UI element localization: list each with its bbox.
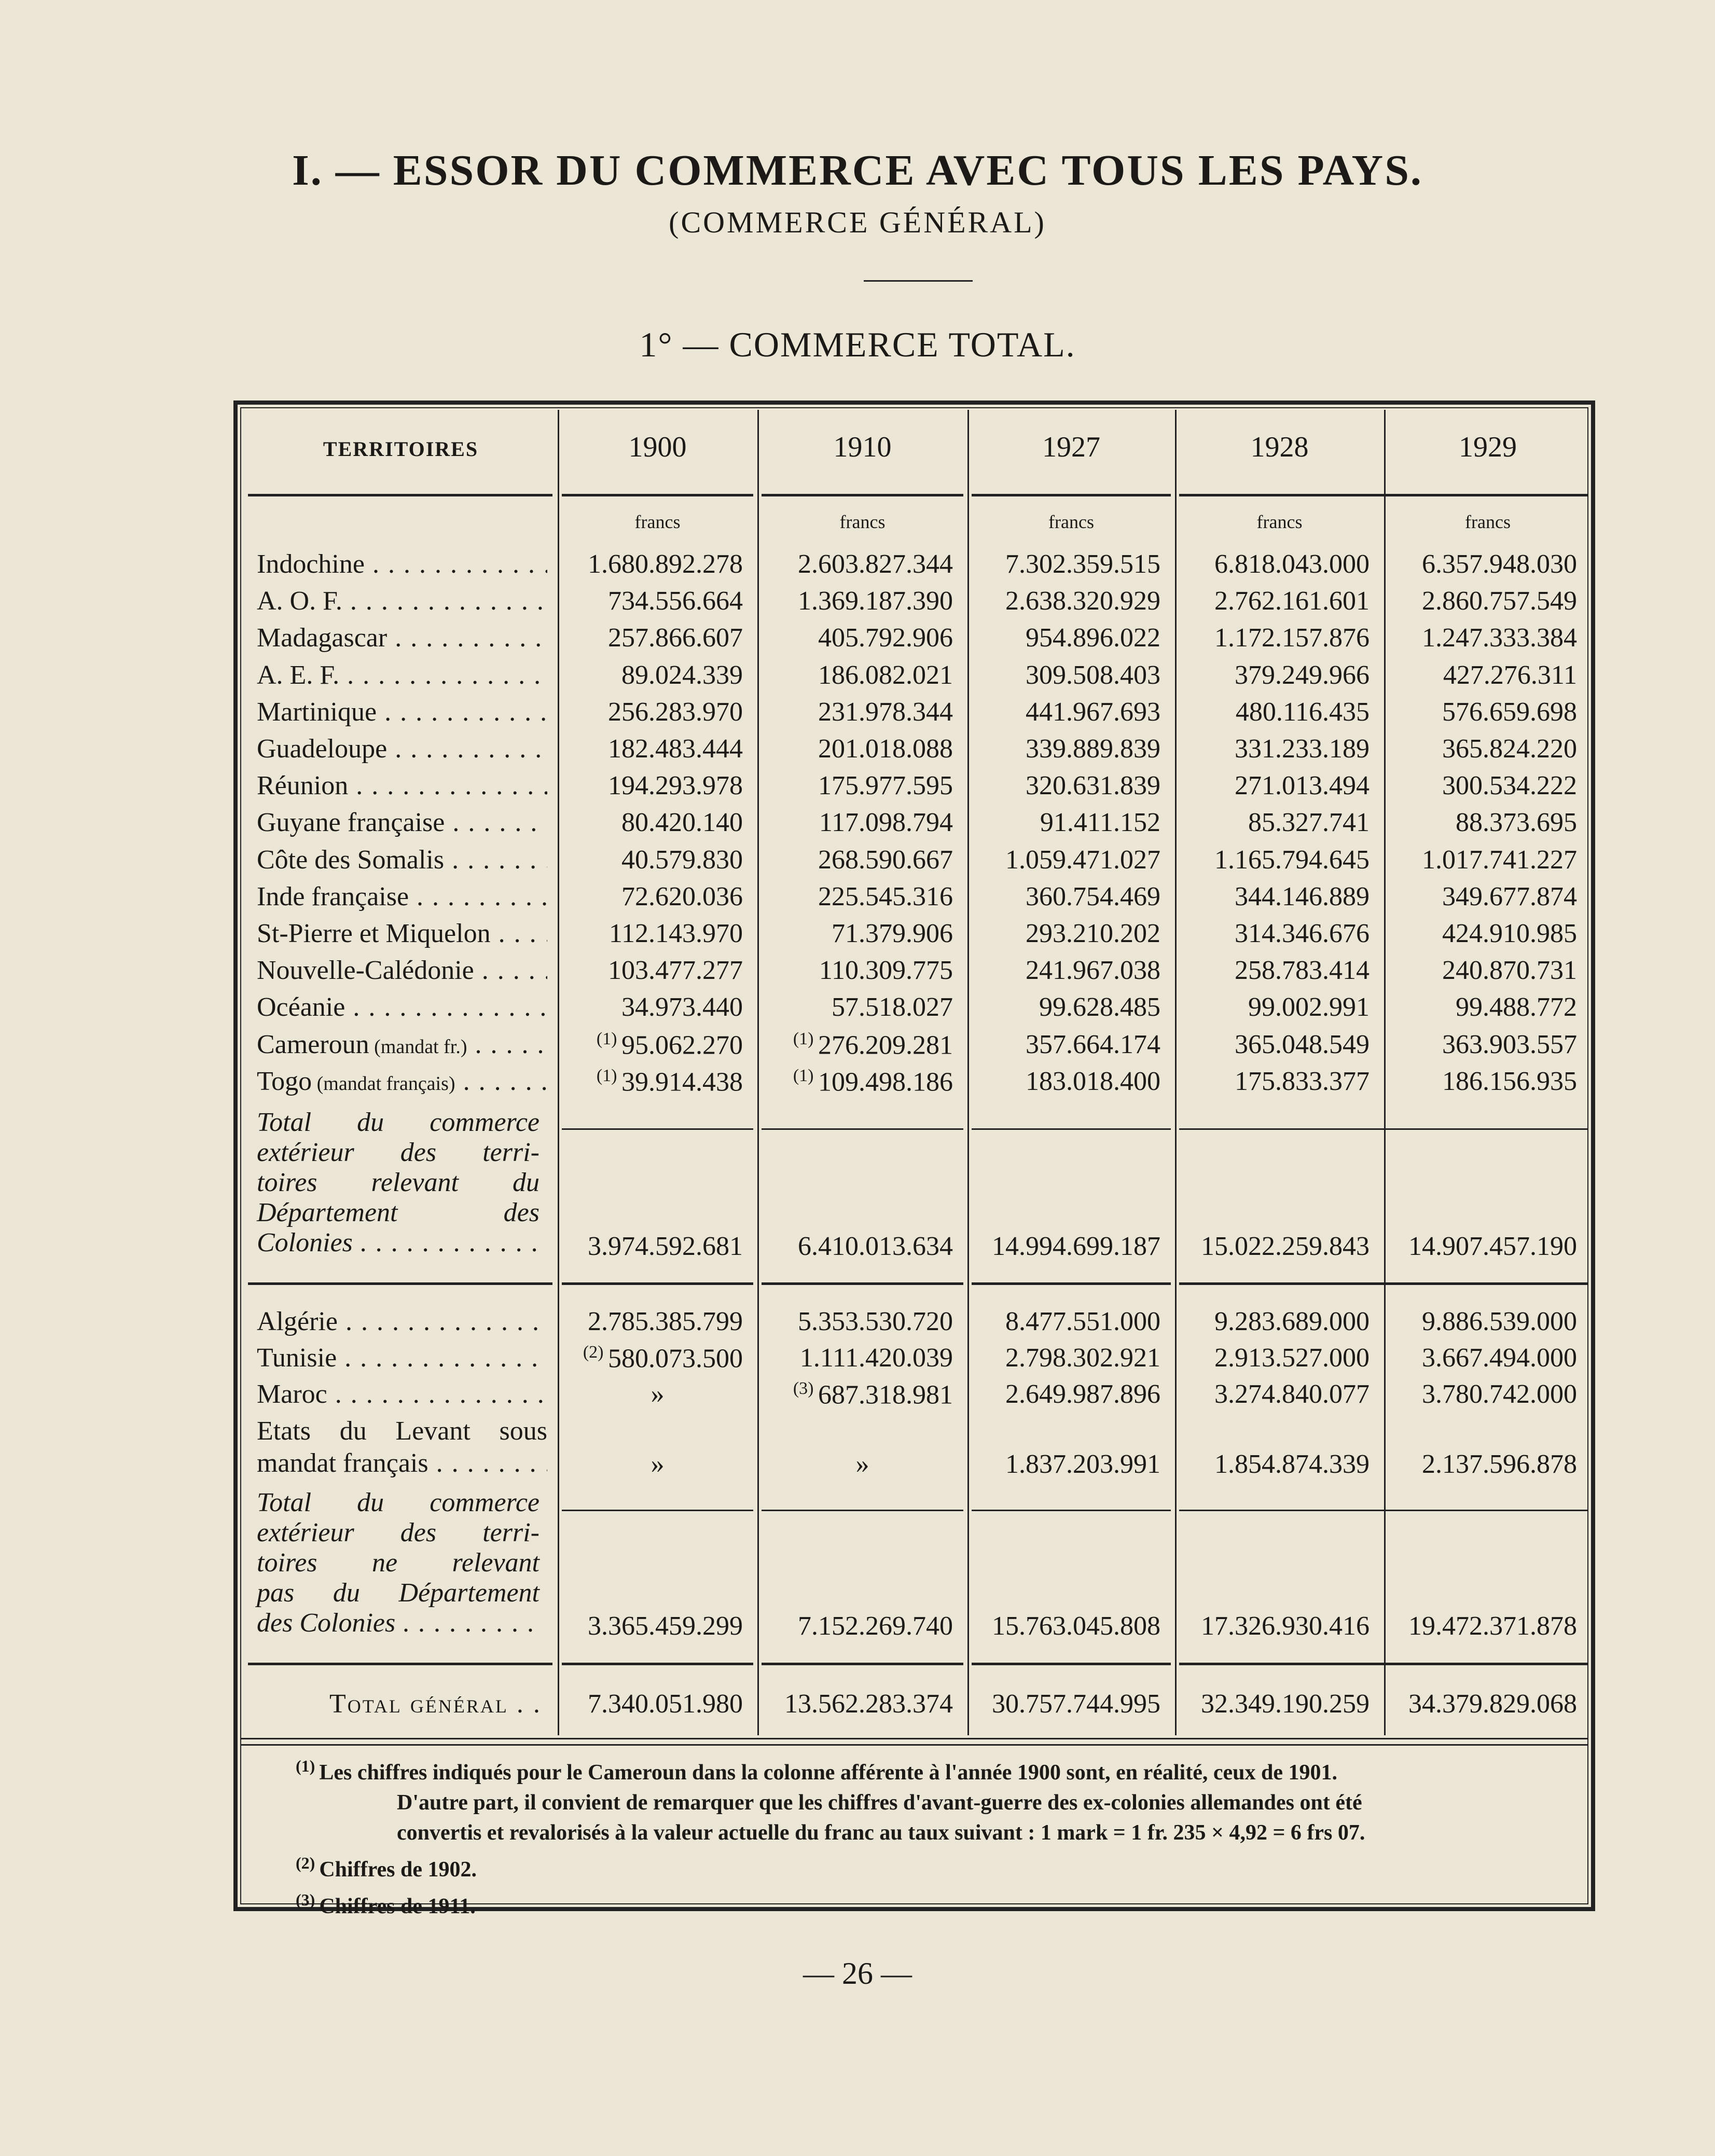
total-general-label: Total général . . bbox=[329, 1689, 542, 1719]
title-divider bbox=[864, 280, 973, 282]
table-cell: 112.143.970 bbox=[608, 919, 743, 948]
row-label: Cameroun (mandat fr.) . . . bbox=[257, 1029, 547, 1060]
table-cell: 175.833.377 bbox=[1235, 1067, 1370, 1096]
section-heading: 1° — COMMERCE TOTAL. bbox=[639, 325, 1076, 364]
table-cell: 2.785.385.799 bbox=[588, 1307, 743, 1336]
row-label: Maroc . . . bbox=[257, 1379, 547, 1409]
table-cell: 379.249.966 bbox=[1235, 660, 1370, 690]
table-cell: 14.994.699.187 bbox=[992, 1232, 1160, 1261]
footnote-line: $^{(3)}$ Chiffres de 1911. bbox=[296, 1890, 476, 1918]
unit-label: francs bbox=[839, 512, 886, 532]
table-cell: 71.379.906 bbox=[832, 919, 953, 948]
subtotal-rule bbox=[762, 1128, 963, 1130]
table-cell: 357.664.174 bbox=[1026, 1030, 1160, 1059]
table-cell: 2.913.527.000 bbox=[1214, 1343, 1370, 1373]
table-cell: 331.233.189 bbox=[1235, 734, 1370, 764]
subtotal-rule bbox=[562, 1128, 753, 1130]
table-cell: $^{(1)}$ 276.209.281 bbox=[793, 1029, 953, 1060]
table-cell: 99.002.991 bbox=[1248, 992, 1370, 1022]
table-cell: 480.116.435 bbox=[1235, 697, 1370, 727]
table-cell: 186.156.935 bbox=[1442, 1067, 1577, 1096]
table-cell: » bbox=[651, 1379, 665, 1409]
table-cell: 300.534.222 bbox=[1442, 771, 1577, 800]
row-label: Etats du Levant sous mandat français . . . bbox=[257, 1415, 547, 1480]
table-cell: 293.210.202 bbox=[1026, 919, 1160, 948]
footnotes bbox=[296, 1751, 1551, 1922]
table-cell: 9.886.539.000 bbox=[1422, 1307, 1577, 1336]
table-cell: 1.680.892.278 bbox=[588, 549, 743, 579]
header-rule bbox=[1179, 494, 1587, 496]
footnote-marker: (1) bbox=[596, 1066, 621, 1085]
section-rule bbox=[972, 1663, 1171, 1665]
table-cell: 2.798.302.921 bbox=[1005, 1343, 1160, 1373]
row-label: Réunion . . . bbox=[257, 770, 547, 801]
table-cell: 13.562.283.374 bbox=[784, 1689, 953, 1719]
table-cell: 201.018.088 bbox=[818, 734, 953, 764]
footnote-marker: (1) bbox=[596, 1029, 621, 1048]
page-number: — 26 — bbox=[803, 1956, 912, 1991]
table-cell: 365.048.549 bbox=[1235, 1030, 1370, 1059]
table-cell: 5.353.530.720 bbox=[798, 1307, 953, 1336]
table-cell: 9.283.689.000 bbox=[1214, 1307, 1370, 1336]
total-colonies-label: Total du commerce extérieur des terri- toires relevant du Département des Colonies . . . bbox=[257, 1108, 540, 1258]
table-cell: 339.889.839 bbox=[1026, 734, 1160, 764]
table-cell: $^{(2)}$ 580.073.500 bbox=[583, 1343, 743, 1374]
table-cell: 72.620.036 bbox=[621, 882, 743, 911]
table-cell: 103.477.277 bbox=[608, 956, 743, 985]
page-title: I. — ESSOR DU COMMERCE AVEC TOUS LES PAYS. bbox=[292, 146, 1423, 195]
footnote-line: $^{(2)}$ Chiffres de 1902. bbox=[296, 1854, 477, 1882]
header-year-1928: 1928 bbox=[1250, 431, 1309, 463]
table-cell: 99.628.485 bbox=[1039, 992, 1160, 1022]
footnote-marker: (2) bbox=[583, 1343, 608, 1362]
row-label: Indochine . . . bbox=[257, 549, 547, 579]
row-label: Algérie . . . bbox=[257, 1306, 547, 1337]
table-cell: $^{(1)}$ 95.062.270 bbox=[596, 1029, 743, 1060]
section-rule bbox=[1179, 1282, 1587, 1285]
unit-label: francs bbox=[1465, 512, 1511, 532]
table-cell: 117.098.794 bbox=[819, 808, 953, 837]
table-cell: 15.763.045.808 bbox=[992, 1611, 1160, 1641]
header-rule bbox=[972, 494, 1171, 496]
section-rule bbox=[972, 1282, 1171, 1285]
table-cell: 405.792.906 bbox=[818, 623, 953, 653]
table-cell: 3.974.592.681 bbox=[588, 1232, 743, 1261]
table-cell: 91.411.152 bbox=[1040, 808, 1160, 837]
unit-label: francs bbox=[1256, 512, 1303, 532]
section-rule bbox=[248, 1282, 552, 1285]
table-cell: 363.903.557 bbox=[1442, 1030, 1577, 1059]
row-label: A. E. F. . . . bbox=[257, 660, 547, 690]
table-cell: 427.276.311 bbox=[1443, 660, 1577, 690]
subtotal-rule bbox=[1179, 1510, 1587, 1511]
footnote-marker: (3) bbox=[793, 1379, 818, 1398]
table-cell: 349.677.874 bbox=[1442, 882, 1577, 911]
header-rule bbox=[762, 494, 963, 496]
table-cell: 1.165.794.645 bbox=[1214, 845, 1370, 875]
table-cell: 7.340.051.980 bbox=[588, 1689, 743, 1719]
table-cell: 271.013.494 bbox=[1235, 771, 1370, 800]
table-cell: 257.866.607 bbox=[608, 623, 743, 653]
header-year-1900: 1900 bbox=[628, 431, 687, 463]
section-rule bbox=[762, 1282, 963, 1285]
section-rule bbox=[762, 1663, 963, 1665]
table-cell: 268.590.667 bbox=[818, 845, 953, 875]
table-cell: 240.870.731 bbox=[1442, 956, 1577, 985]
table-cell: 89.024.339 bbox=[621, 660, 743, 690]
unit-label: francs bbox=[634, 512, 681, 532]
footnote-line: convertis et revalorisés à la valeur actuelle du franc au taux suivant : 1 mark = 1 fr. 235 × 4,92 = 6 frs 07. bbox=[397, 1821, 1365, 1845]
table-cell: 576.659.698 bbox=[1442, 697, 1577, 727]
table-cell: 344.146.889 bbox=[1235, 882, 1370, 911]
table-cell: 309.508.403 bbox=[1026, 660, 1160, 690]
table-cell: 2.603.827.344 bbox=[798, 549, 953, 579]
row-label: Martinique . . . bbox=[257, 697, 547, 727]
row-label: A. O. F. . . . bbox=[257, 586, 547, 616]
unit-label: francs bbox=[1048, 512, 1094, 532]
table-cell: $^{(1)}$ 39.914.438 bbox=[596, 1066, 743, 1097]
row-label: Côte des Somalis . . . bbox=[257, 845, 547, 875]
table-cell: 6.818.043.000 bbox=[1214, 549, 1370, 579]
table-cell: 14.907.457.190 bbox=[1408, 1232, 1577, 1261]
table-cell: 2.638.320.929 bbox=[1005, 586, 1160, 616]
subtotal-rule bbox=[562, 1510, 753, 1511]
table-cell: $^{(3)}$ 687.318.981 bbox=[793, 1379, 953, 1410]
table-cell: 182.483.444 bbox=[608, 734, 743, 764]
table-cell: 19.472.371.878 bbox=[1408, 1611, 1577, 1641]
header-year-1910: 1910 bbox=[833, 431, 892, 463]
table-cell: 256.283.970 bbox=[608, 697, 743, 727]
table-cell: 1.017.741.227 bbox=[1422, 845, 1577, 875]
table-cell: 34.973.440 bbox=[621, 992, 743, 1022]
header-rule bbox=[562, 494, 753, 496]
table-cell: 2.860.757.549 bbox=[1422, 586, 1577, 616]
row-label: St-Pierre et Miquelon . . . bbox=[257, 918, 547, 949]
row-label: Nouvelle-Calédonie . . . bbox=[257, 955, 547, 986]
table-cell: 320.631.839 bbox=[1026, 771, 1160, 800]
footnote-marker: (1) bbox=[793, 1066, 818, 1085]
header-year-1929: 1929 bbox=[1459, 431, 1517, 463]
table-cell: $^{(1)}$ 109.498.186 bbox=[793, 1066, 953, 1097]
section-rule bbox=[1179, 1663, 1587, 1665]
row-label: Océanie . . . bbox=[257, 992, 547, 1022]
total-other-label: Total du commerce extérieur des terri- toires ne relevant pas du Département des Colonies . . . bbox=[257, 1488, 540, 1638]
table-cell: 241.967.038 bbox=[1026, 956, 1160, 985]
page-subtitle: (COMMERCE GÉNÉRAL) bbox=[669, 205, 1046, 239]
table-cell: 85.327.741 bbox=[1248, 808, 1370, 837]
row-label: Tunisie . . . bbox=[257, 1343, 547, 1373]
header-year-1927: 1927 bbox=[1042, 431, 1100, 463]
table-cell: 1.247.333.384 bbox=[1422, 623, 1577, 653]
header-rule bbox=[248, 494, 552, 496]
table-cell: 1.854.874.339 bbox=[1214, 1449, 1370, 1479]
subtotal-rule bbox=[1179, 1128, 1587, 1130]
table-cell: 6.357.948.030 bbox=[1422, 549, 1577, 579]
table-cell: 32.349.190.259 bbox=[1201, 1689, 1370, 1719]
table-cell: 314.346.676 bbox=[1235, 919, 1370, 948]
table-cell: 7.302.359.515 bbox=[1005, 549, 1160, 579]
table-cell: 424.910.985 bbox=[1442, 919, 1577, 948]
table-cell: 30.757.744.995 bbox=[992, 1689, 1160, 1719]
header-territoires: TERRITOIRES bbox=[323, 437, 479, 461]
table-cell: 365.824.220 bbox=[1442, 734, 1577, 764]
table-cell: 1.837.203.991 bbox=[1005, 1449, 1160, 1479]
footnote-line: $^{(1)}$ Les chiffres indiqués pour le Cameroun dans la colonne afférente à l'année 1900 sont, en réalité, ceux de 1901. bbox=[296, 1757, 1337, 1785]
table-cell: 2.649.987.896 bbox=[1005, 1379, 1160, 1409]
footnote-line: D'autre part, il convient de remarquer que les chiffres d'avant-guerre des ex-colonies allemandes ont été bbox=[397, 1791, 1362, 1815]
row-label: Madagascar . . . bbox=[257, 623, 547, 653]
footnote-marker: (1) bbox=[793, 1029, 818, 1048]
row-label: Togo (mandat français) . . . bbox=[257, 1066, 547, 1097]
table-cell: 15.022.259.843 bbox=[1201, 1232, 1370, 1261]
table-cell: 258.783.414 bbox=[1235, 956, 1370, 985]
table-cell: 225.545.316 bbox=[818, 882, 953, 911]
table-cell: 186.082.021 bbox=[818, 660, 953, 690]
table-cell: 1.369.187.390 bbox=[798, 586, 953, 616]
table-cell: 2.762.161.601 bbox=[1214, 586, 1370, 616]
table-cell: » bbox=[855, 1449, 869, 1479]
table-cell: 954.896.022 bbox=[1026, 623, 1160, 653]
table-cell: 110.309.775 bbox=[819, 956, 953, 985]
table-cell: 17.326.930.416 bbox=[1201, 1611, 1370, 1641]
row-label: Guyane française . . . bbox=[257, 807, 547, 838]
table-cell: 183.018.400 bbox=[1026, 1067, 1160, 1096]
footnote-rule bbox=[241, 1744, 1587, 1746]
section-rule bbox=[248, 1663, 552, 1665]
section-rule bbox=[562, 1663, 753, 1665]
table-cell: 34.379.829.068 bbox=[1408, 1689, 1577, 1719]
table-cell: 3.667.494.000 bbox=[1422, 1343, 1577, 1373]
table-cell: 3.274.840.077 bbox=[1214, 1379, 1370, 1409]
table-cell: 99.488.772 bbox=[1456, 992, 1577, 1022]
table-cell: 1.172.157.876 bbox=[1214, 623, 1370, 653]
table-cell: 231.978.344 bbox=[818, 697, 953, 727]
table-cell: » bbox=[651, 1449, 665, 1479]
subtotal-rule bbox=[762, 1510, 963, 1511]
subtotal-rule bbox=[972, 1510, 1171, 1511]
row-label: Inde française . . . bbox=[257, 881, 547, 912]
table-cell: 1.111.420.039 bbox=[799, 1343, 953, 1373]
subtotal-rule bbox=[972, 1128, 1171, 1130]
section-rule bbox=[562, 1282, 753, 1285]
table-cell: 8.477.551.000 bbox=[1005, 1307, 1160, 1336]
table-cell: 360.754.469 bbox=[1026, 882, 1160, 911]
table-cell: 3.780.742.000 bbox=[1422, 1379, 1577, 1409]
row-label: Guadeloupe . . . bbox=[257, 734, 547, 764]
table-cell: 441.967.693 bbox=[1026, 697, 1160, 727]
table-cell: 40.579.830 bbox=[621, 845, 743, 875]
table-cell: 2.137.596.878 bbox=[1422, 1449, 1577, 1479]
table-cell: 194.293.978 bbox=[608, 771, 743, 800]
table-cell: 7.152.269.740 bbox=[798, 1611, 953, 1641]
table-cell: 1.059.471.027 bbox=[1005, 845, 1160, 875]
table-cell: 175.977.595 bbox=[818, 771, 953, 800]
table-cell: 3.365.459.299 bbox=[588, 1611, 743, 1641]
footnote-rule bbox=[241, 1738, 1587, 1739]
table-cell: 57.518.027 bbox=[832, 992, 953, 1022]
table-cell: 6.410.013.634 bbox=[798, 1232, 953, 1261]
table-cell: 88.373.695 bbox=[1456, 808, 1577, 837]
table-cell: 80.420.140 bbox=[621, 808, 743, 837]
table-cell: 734.556.664 bbox=[608, 586, 743, 616]
